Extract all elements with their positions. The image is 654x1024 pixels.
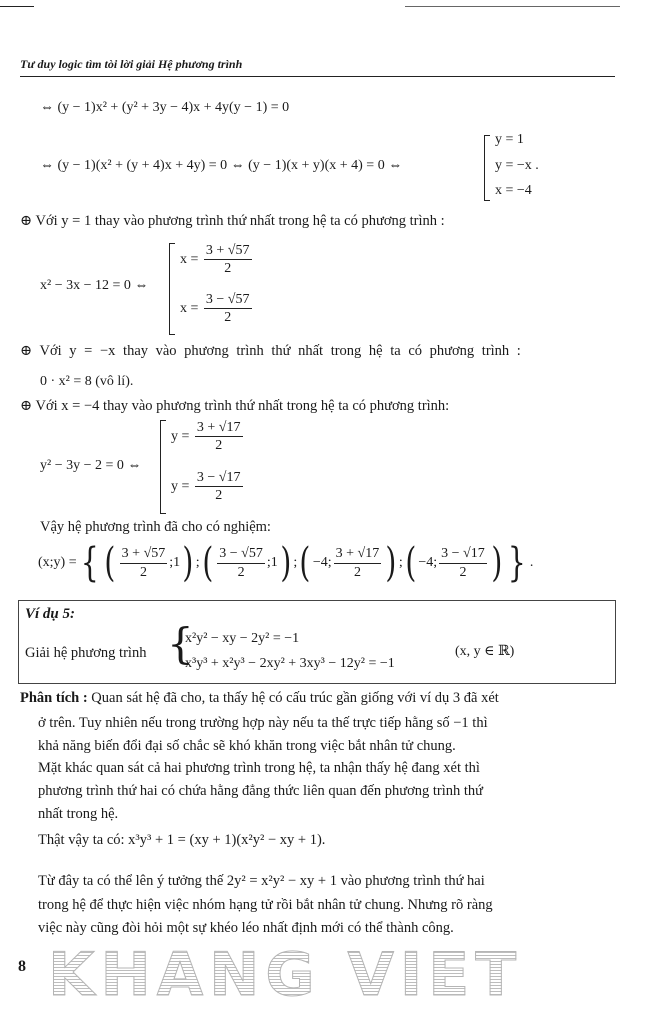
analysis-line-6: nhất trong hệ. (38, 806, 119, 822)
system-brace: { (167, 619, 194, 668)
conclusion-text: Vậy hệ phương trình đã cho có nghiệm: (40, 519, 271, 535)
case-y-equals-neg-x: y = −x . (495, 158, 539, 173)
paren-open: ( (201, 540, 213, 586)
case-3-equation: y² − 3y − 2 = 0 ⇔ (40, 458, 142, 473)
paren-open: ( (104, 540, 116, 586)
paren-open: ( (299, 540, 311, 586)
root-fraction: $\frac{3 + √57}{2}$ (205, 243, 250, 277)
case-3-root-2 (171, 470, 245, 504)
case-y-equals-1: y = 1 (495, 132, 524, 147)
paren-close: ) (385, 540, 397, 586)
root-fraction: $\frac{3 - √17}{2}$ (196, 470, 241, 504)
analysis-line-10: việc này cũng đòi hỏi một sự khéo léo nhất định mới có thể thành công. (38, 920, 454, 936)
root-fraction: $\frac{3 - √57}{2}$ (205, 292, 250, 326)
solution-end: . (529, 555, 534, 570)
top-right-rule (405, 6, 620, 7)
paren-close: ) (280, 540, 292, 586)
header-rule (20, 76, 615, 77)
analysis-line-3: khả năng biến đổi đại số chắc sẽ khó khăn trong việc bắt nhân tử chung. (38, 738, 456, 754)
brace-close: } (508, 540, 526, 586)
solution-1-tail: ;1 (169, 555, 181, 570)
case-3-intro: ⊕ Với x = −4 thay vào phương trình thứ nhất trong hệ ta có phương trình: (20, 398, 450, 414)
case-2-intro: ⊕ Với y = −x thay vào phương trình thứ nhất trong hệ ta có phương trình : (20, 343, 521, 359)
root-fraction: $\frac{3 + √17}{2}$ (196, 420, 241, 454)
analysis-line-2: ở trên. Tuy nhiên nếu trong trường hợp này nếu ta thế trực tiếp hằng số −1 thì (38, 715, 488, 731)
example-title: Ví dụ 5: (25, 606, 76, 622)
example-prompt: Giải hệ phương trình (25, 645, 147, 661)
system-equation-1: x²y² − xy − 2y² = −1 (185, 631, 300, 646)
solution-2-fraction: $\frac{3 - √57}{2}$ (219, 546, 263, 580)
analysis-identity: Thật vậy ta có: x³y³ + 1 = (xy + 1)(x²y² − xy + 1). (38, 832, 326, 848)
case-1-intro: ⊕ Với y = 1 thay vào phương trình thứ nhất trong hệ ta có phương trình : (20, 213, 445, 229)
solution-4-head: −4; (418, 555, 438, 570)
case-1-bracket (169, 243, 175, 335)
solution-2-tail: ;1 (266, 555, 278, 570)
solution-3-fraction: $\frac{3 + √17}{2}$ (335, 546, 380, 580)
root-lhs: y = (171, 479, 190, 495)
root-lhs: x = (180, 301, 199, 317)
solution-3-head: −4; (312, 555, 332, 570)
case-1-equation: x² − 3x − 12 = 0 ⇔ (40, 278, 149, 293)
solution-1-fraction: $\frac{3 + √57}{2}$ (121, 546, 166, 580)
brace-open: { (80, 540, 99, 586)
analysis-line-8: Từ đây ta có thể lên ý tưởng thế 2y² = x²y² − xy + 1 vào phương trình thứ hai (38, 873, 485, 889)
case-bracket (484, 135, 490, 201)
analysis-line-4: Mặt khác quan sát cả hai phương trình trong hệ, ta nhận thấy hệ đang xét thì (38, 760, 480, 776)
paren-open: ( (405, 540, 417, 586)
equation-1: ⇔ (y − 1)x² + (y² + 3y − 4)x + 4y(y − 1) = 0 (40, 100, 290, 115)
analysis-label: Phân tích : (20, 690, 88, 706)
solution-4-fraction: $\frac{3 - √17}{2}$ (441, 546, 485, 580)
case-2-result: 0 · x² = 8 (vô lí). (40, 374, 134, 389)
solution-lhs: (x;y) = (38, 555, 77, 570)
equation-2: ⇔ (y − 1)(x² + (y + 4)x + 4y) = 0 ⇔ (y − 1)(x + y)(x + 4) = 0 ⇔ (40, 158, 403, 173)
case-1-root-2 (180, 292, 254, 326)
paren-close: ) (182, 540, 194, 586)
paren-close: ) (491, 540, 503, 586)
system-domain: (x, y ∈ ℝ) (455, 644, 515, 659)
analysis-line-5: phương trình thứ hai có chứa hằng đẳng thức liên quan đến phương trình thứ (38, 783, 484, 799)
system-equation-2: x³y³ + x²y³ − 2xy² + 3xy³ − 12y² = −1 (185, 656, 395, 671)
analysis-line-1: Phân tích : Quan sát hệ đã cho, ta thấy hệ có cấu trúc gần giống với ví dụ 3 đã xét (20, 690, 499, 706)
case-3-bracket (160, 420, 166, 514)
example-box (18, 600, 616, 684)
top-left-rule (0, 6, 34, 7)
case-1-root-1 (180, 243, 254, 277)
analysis-line-9: trong hệ để thực hiện việc nhóm hạng tử rồi bắt nhân tử chung. Nhưng rõ ràng (38, 897, 493, 913)
brand-logo: KHANG VIET (48, 940, 588, 1010)
case-x-equals-neg-4: x = −4 (495, 183, 532, 198)
page-number: 8 (18, 958, 26, 975)
root-lhs: x = (180, 252, 199, 268)
case-3-root-1 (171, 420, 245, 454)
solution-set: (x;y) = { ( $\frac{3 + √57}{2}$ ;1 ) ; ( $\frac{3 - √57}{2}$ ;1 ) ; ( −4; $\frac{3 + √17}{2}$ ) ; ( −4; $\frac{3 - √17}{2}$ ) } . (38, 540, 534, 586)
running-header: Tư duy logic tìm tòi lời giải Hệ phương trình (20, 57, 243, 71)
root-lhs: y = (171, 429, 190, 445)
